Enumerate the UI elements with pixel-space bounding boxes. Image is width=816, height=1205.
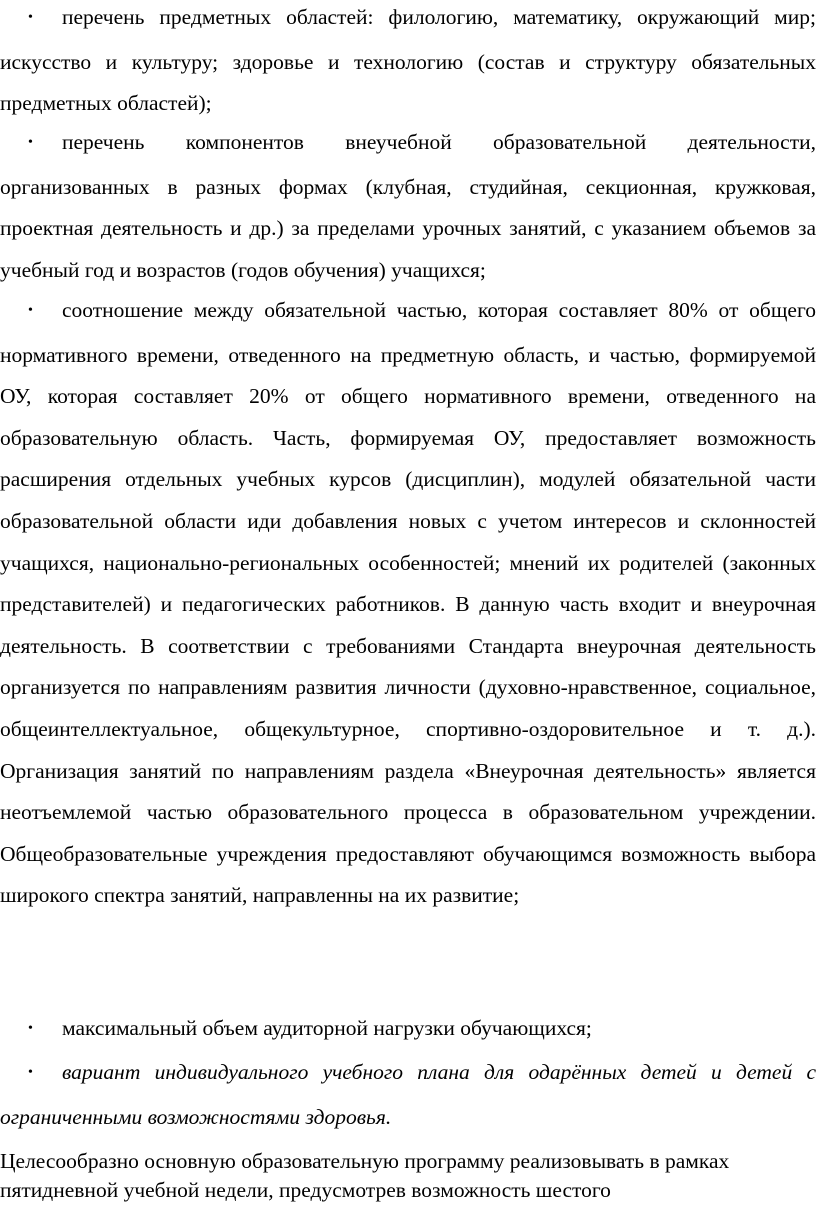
bullet-icon: • (28, 135, 33, 150)
bullet-item-individual-plan (0, 1052, 816, 1138)
bullet-icon: • (28, 1021, 33, 1036)
bullet-text: вариант индивидуального учебного плана для одарённых детей и детей с ограниченными возможностями здоровья. (0, 1060, 816, 1129)
bullet-item-max-load (0, 1008, 816, 1053)
bullet-icon: • (28, 1065, 33, 1080)
bullet-item-ratio (0, 290, 816, 917)
bullet-text: максимальный объем аудиторной нагрузки обучающихся; (62, 1016, 592, 1040)
bullet-icon: • (28, 303, 33, 318)
bullet-text: перечень компонентов внеучебной образовательной деятельности, организованных в разных формах (клубная, студийная, секционная, кружковая, проектная деятельность и др.) за пределами урочных занятий, с указанием объемов за учебный год и возрастов (годов обучения) учащихся; (0, 130, 816, 282)
bullet-icon: • (28, 10, 33, 25)
bullet-item-subject-areas (0, 0, 816, 125)
bullet-text: перечень предметных областей: филологию, математику, окружающий мир; искусство и культуру; здоровье и технологию (состав и структуру обязательных предметных областей); (0, 5, 816, 116)
closing-paragraph: Целесообразно основную образовательную программу реализовывать в рамках пятидневной учебной недели, предусмотрев возможность шестого (0, 1149, 730, 1202)
bullet-item-extracurricular-components (0, 122, 816, 291)
bullet-text: соотношение между обязательной частью, которая составляет 80% от общего нормативного времени, отведенного на предметную область, и частью, формируемой ОУ, которая составляет 20% от общего нормативного времени, отведенного на образовательную область. Часть, формируемая ОУ, предоставляет возможность расширения отдельных учебных курсов (дисциплин), модулей обязательной части образовательной области иди добавления новых с учетом интересов и склонностей учащихся, национально-региональных особенностей; мнений их родителей (законных представителей) и педагогических работников. В данную часть входит и внеурочная деятельность. В соответствии с требованиями Стандарта внеурочная деятельность организуется по направлениям развития личности (духовно-нравственное, социальное, общеинтеллектуальное, общекультурное, спортивно-оздоровительное и т. д.). Организация занятий по направлениям раздела «Внеурочная деятельность» является неотъемлемой частью образовательного процесса в образовательном учреждении. Общеобразовательные учреждения предоставляют обучающимся возможность выбора широкого спектра занятий, направленны на их развитие; (0, 298, 816, 908)
